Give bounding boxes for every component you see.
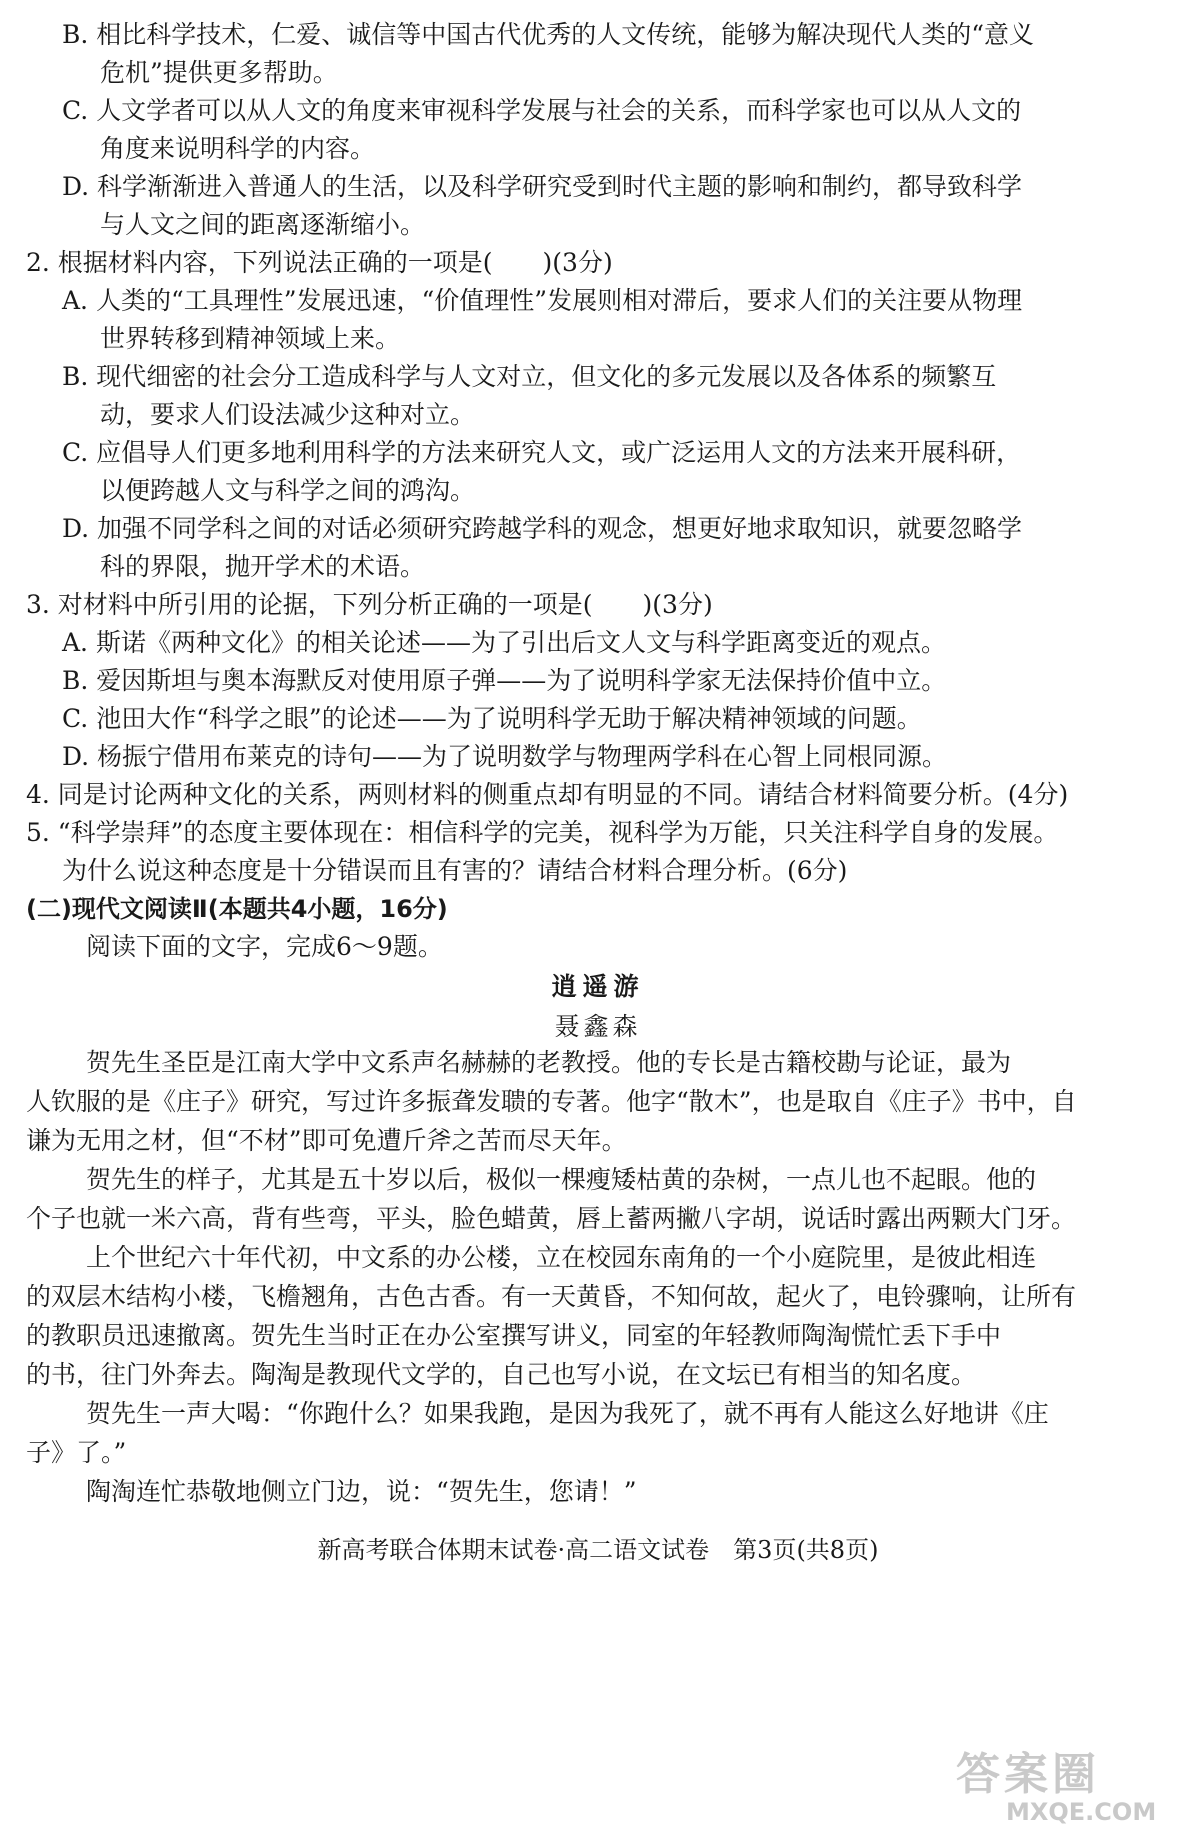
q2-option-d-line1: D. 加强不同学科之间的对话必须研究跨越学科的观念，想更好地求取知识，就要忽略学: [62, 514, 1023, 543]
q2-option-c-line2: 以便跨越人文与科学之间的鸿沟。: [100, 476, 476, 505]
q3-option-a: A. 斯诺《两种文化》的相关论述——为了引出后文人文与科学距离变近的观点。: [62, 628, 946, 657]
q2-option-a-line2: 世界转移到精神领域上来。: [100, 324, 401, 353]
article-title: 逍遥游: [551, 972, 645, 1001]
q3-option-d: D. 杨振宁借用布莱克的诗句——为了说明数学与物理两学科在心智上同根同源。: [62, 742, 948, 771]
article-p4-line2: 子》了。”: [26, 1438, 127, 1467]
article-p3-line4: 的书，往门外奔去。陶淘是教现代文学的，自己也写小说，在文坛已有相当的知名度。: [26, 1360, 977, 1389]
q1-option-b-line1: B. 相比科学技术，仁爱、诚信等中国古代优秀的人文传统，能够为解决现代人类的“意义: [62, 20, 1035, 49]
q3-option-b: B. 爱因斯坦与奥本海默反对使用原子弹——为了说明科学家无法保持价值中立。: [62, 666, 947, 695]
article-p4-line1: 贺先生一声大喝：“你跑什么？如果我跑，是因为我死了，就不再有人能这么好地讲《庄: [86, 1399, 1049, 1428]
q1-option-c-line2: 角度来说明科学的内容。: [100, 134, 376, 163]
q5-stem-line1: 5. “科学崇拜”的态度主要体现在：相信科学的完美，视科学为万能，只关注科学自身的发展。: [26, 818, 1059, 847]
q1-option-d-line2: 与人文之间的距离逐渐缩小。: [100, 210, 426, 239]
article-p3-line3: 的教职员迅速撤离。贺先生当时正在办公室撰写讲义，同室的年轻教师陶淘慌忙丢下手中: [26, 1321, 1002, 1350]
q2-option-b-line1: B. 现代细密的社会分工造成科学与人文对立，但文化的多元发展以及各体系的频繁互: [62, 362, 997, 391]
q2-option-d-line2: 科的界限，抛开学术的术语。: [100, 552, 426, 581]
q3-stem: 3. 对材料中所引用的论据，下列分析正确的一项是( )(3分): [26, 590, 713, 619]
q3-option-c: C. 池田大作“科学之眼”的论述——为了说明科学无助于解决精神领域的问题。: [62, 704, 922, 733]
q2-option-a-line1: A. 人类的“工具理性”发展迅速，“价值理性”发展则相对滞后，要求人们的关注要从物理: [62, 286, 1023, 315]
article-p2-line2: 个子也就一米六高，背有些弯，平头，脸色蜡黄，唇上蓄两撇八字胡，说话时露出两颗大门牙。: [26, 1204, 1077, 1233]
q1-option-d-line1: D. 科学渐渐进入普通人的生活，以及科学研究受到时代主题的影响和制约，都导致科学: [62, 172, 1023, 201]
q4-stem: 4. 同是讨论两种文化的关系，两则材料的侧重点却有明显的不同。请结合材料简要分析。(4分): [26, 780, 1069, 809]
article-p3-line2: 的双层木结构小楼，飞檐翘角，古色古香。有一天黄昏，不知何故，起火了，电铃骤响，让所有: [26, 1282, 1077, 1311]
watermark-text: 答案圈: [956, 1749, 1100, 1800]
page-footer: 新高考联合体期末试卷·高二语文试卷 第3页(共8页): [317, 1536, 879, 1564]
article-p2-line1: 贺先生的样子，尤其是五十岁以后，极似一棵瘦矮枯黄的杂树，一点儿也不起眼。他的: [86, 1165, 1037, 1194]
article-p3-line1: 上个世纪六十年代初，中文系的办公楼，立在校园东南角的一个小庭院里，是彼此相连: [86, 1243, 1037, 1272]
article-p1-line3: 谦为无用之材，但“不材”即可免遭斤斧之苦而尽天年。: [26, 1126, 627, 1155]
q5-stem-line2: 为什么说这种态度是十分错误而且有害的？请结合材料合理分析。(6分): [62, 856, 848, 885]
q1-option-b-line2: 危机”提供更多帮助。: [100, 58, 338, 87]
q2-stem: 2. 根据材料内容，下列说法正确的一项是( )(3分): [26, 248, 613, 277]
article-p5: 陶淘连忙恭敬地侧立门边，说：“贺先生，您请！”: [86, 1477, 637, 1506]
article-author: 聂鑫森: [554, 1012, 642, 1041]
section-heading: (二)现代文阅读Ⅱ(本题共4小题，16分): [26, 895, 448, 923]
watermark-logo: [946, 1738, 1176, 1828]
q1-option-c-line1: C. 人文学者可以从人文的角度来审视科学发展与社会的关系，而科学家也可以从人文的: [62, 96, 1022, 125]
section-instruction: 阅读下面的文字，完成6～9题。: [86, 932, 443, 961]
q2-option-c-line1: C. 应倡导人们更多地利用科学的方法来研究人文，或广泛运用人文的方法来开展科研，: [62, 438, 1022, 467]
watermark-url: MXQE.COM: [1006, 1798, 1157, 1826]
article-p1-line2: 人钦服的是《庄子》研究，写过许多振聋发聩的专著。他字“散木”，也是取自《庄子》书中，自: [26, 1087, 1077, 1116]
article-p1-line1: 贺先生圣臣是江南大学中文系声名赫赫的老教授。他的专长是古籍校勘与论证，最为: [86, 1048, 1012, 1077]
q2-option-b-line2: 动，要求人们设法减少这种对立。: [100, 400, 476, 429]
